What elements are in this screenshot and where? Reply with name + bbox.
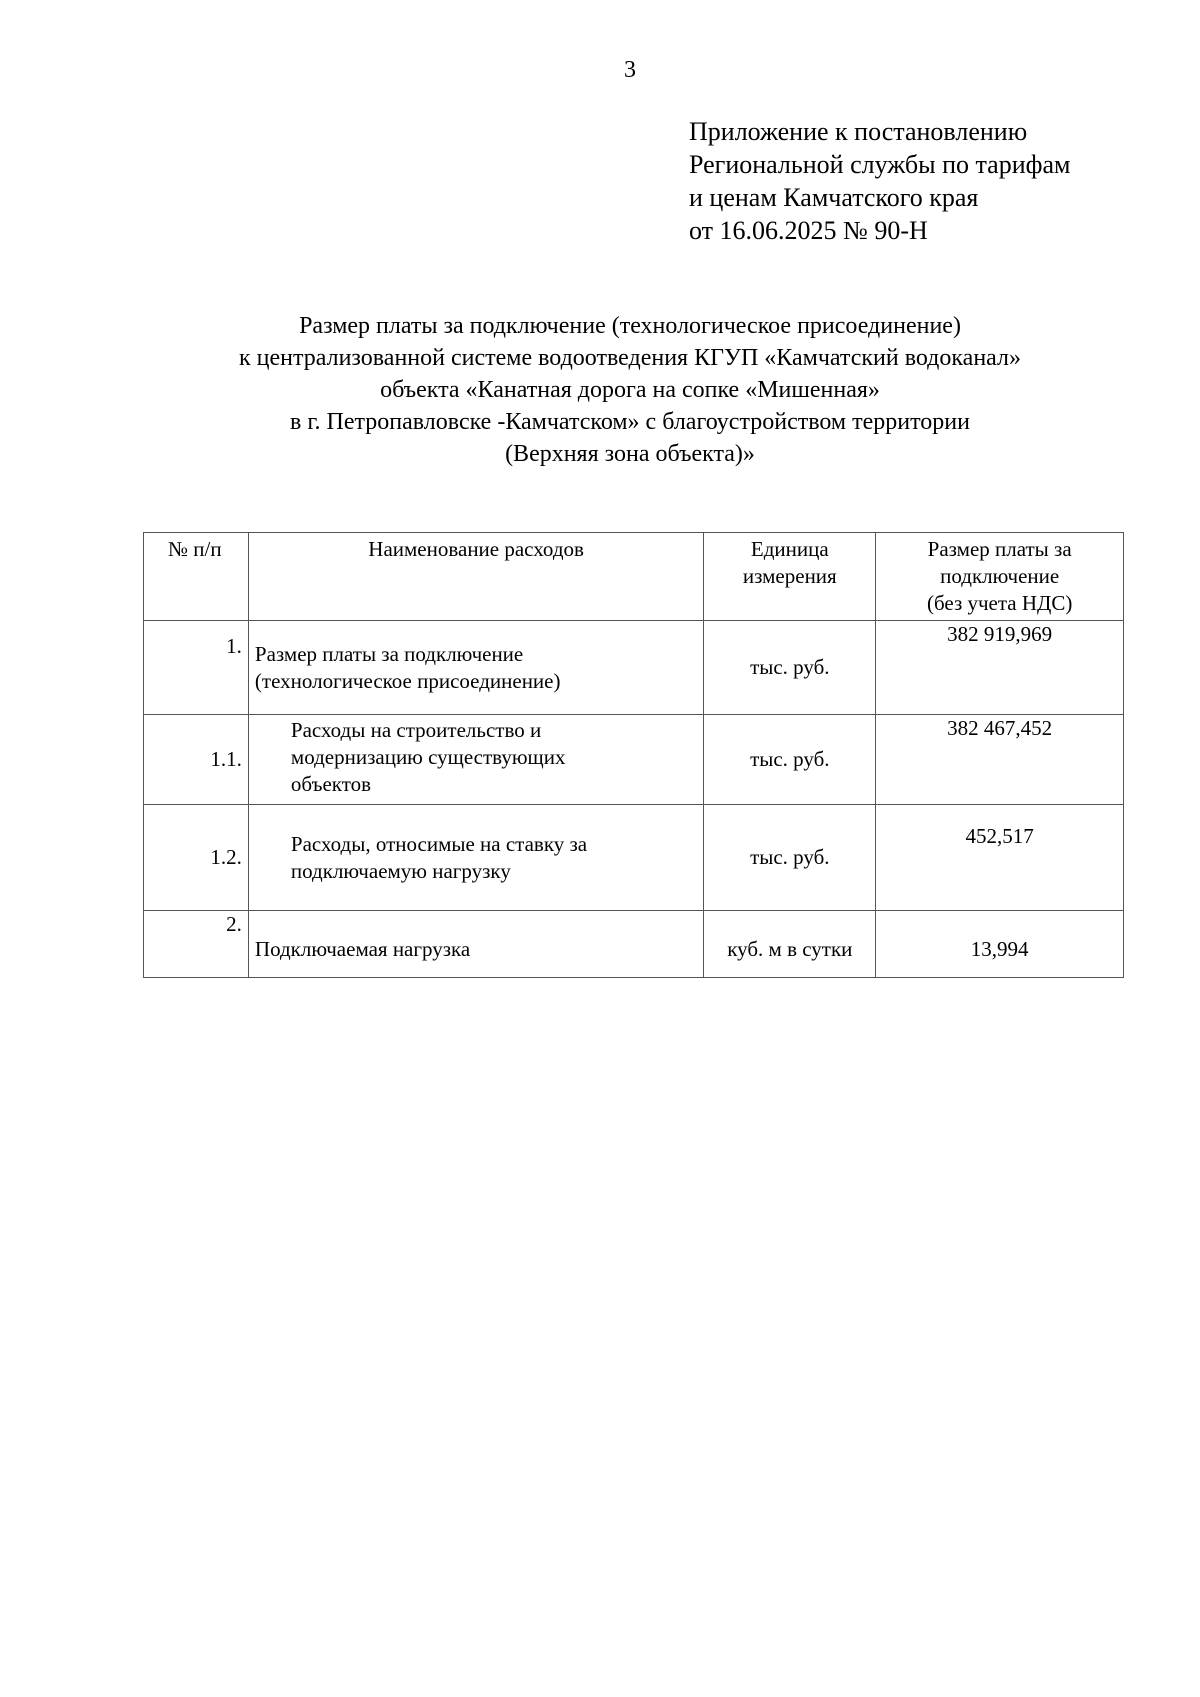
row-num: 1.1. bbox=[144, 715, 249, 805]
header-unit bbox=[704, 533, 876, 621]
header-value bbox=[876, 533, 1124, 621]
row-value: 13,994 bbox=[876, 911, 1124, 978]
title-line: объекта «Канатная дорога на сопке «Мишенная» bbox=[380, 377, 880, 403]
page-number: 3 bbox=[624, 57, 636, 83]
row-name-line: Расходы на строительство и bbox=[290, 718, 542, 742]
appendix-line: и ценам Камчатского края bbox=[689, 183, 979, 212]
fees-table bbox=[143, 532, 1124, 978]
table-header-row bbox=[144, 533, 1124, 621]
row-num: 1. bbox=[144, 621, 249, 715]
header-num: № п/п bbox=[144, 533, 249, 621]
row-name-line: (технологическое присоединение) bbox=[254, 668, 561, 693]
row-name-line: Размер платы за подключение bbox=[254, 641, 524, 666]
row-name bbox=[248, 805, 703, 911]
title-line: в г. Петропавловске -Камчатском» с благоустройством территории bbox=[290, 409, 970, 435]
row-name-line: модернизацию существующих bbox=[290, 745, 566, 769]
title-line: Размер платы за подключение (технологическое присоединение) bbox=[299, 313, 961, 339]
row-value: 382 919,969 bbox=[876, 621, 1124, 715]
table-row bbox=[144, 805, 1124, 911]
row-num: 2. bbox=[144, 911, 249, 978]
row-name-line: подключаемую нагрузку bbox=[290, 858, 511, 883]
header-name: Наименование расходов bbox=[248, 533, 703, 621]
row-num: 1.2. bbox=[144, 805, 249, 911]
header-value-line: Размер платы за bbox=[927, 537, 1072, 561]
row-name: Подключаемая нагрузка bbox=[248, 911, 703, 978]
table-row bbox=[144, 621, 1124, 715]
row-name bbox=[248, 715, 703, 805]
appendix-block bbox=[689, 115, 1070, 247]
header-value-line: (без учета НДС) bbox=[926, 591, 1073, 615]
document-title bbox=[140, 310, 1120, 470]
appendix-line: Региональной службы по тарифам bbox=[689, 150, 1071, 179]
row-unit: тыс. руб. bbox=[704, 805, 876, 911]
row-name-line: объектов bbox=[290, 772, 372, 796]
row-unit: тыс. руб. bbox=[704, 621, 876, 715]
row-value: 452,517 bbox=[876, 805, 1124, 911]
appendix-line: Приложение к постановлению bbox=[689, 117, 1028, 146]
title-line: (Верхняя зона объекта)» bbox=[505, 441, 755, 467]
row-unit: тыс. руб. bbox=[704, 715, 876, 805]
table-row bbox=[144, 715, 1124, 805]
header-unit-line: измерения bbox=[742, 564, 837, 588]
row-unit: куб. м в сутки bbox=[704, 911, 876, 978]
table-row bbox=[144, 911, 1124, 978]
row-name-line: Расходы, относимые на ставку за bbox=[290, 831, 588, 856]
header-unit-line: Единица bbox=[750, 537, 829, 561]
appendix-date-number: от 16.06.2025 № 90-Н bbox=[689, 216, 928, 245]
row-name bbox=[248, 621, 703, 715]
row-value: 382 467,452 bbox=[876, 715, 1124, 805]
title-line: к централизованной системе водоотведения КГУП «Камчатский водоканал» bbox=[238, 345, 1022, 371]
header-value-line: подключение bbox=[940, 564, 1060, 588]
